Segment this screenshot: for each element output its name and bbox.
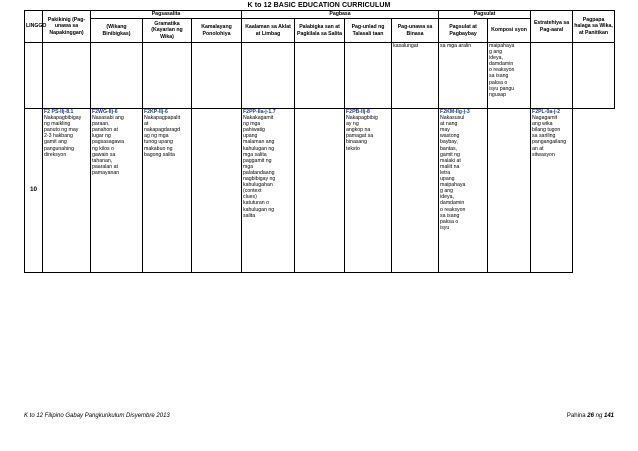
cell-palabigkasan (242, 109, 295, 273)
competency-code: F2 PS-IIj-8.1 (44, 109, 74, 115)
footer-page-number (567, 413, 614, 419)
cell-ponolohiya (192, 43, 242, 109)
header-wikang-binibigkas: (Wikang Binibigkas) (91, 19, 143, 43)
competency-text: Nasasabi ang paraan, panahon at lugar ng pagsasagawa ng kilos o gawain sa tahanan, paaralan at pamayanan (92, 115, 125, 176)
competency-code: F2KP-IIj-6 (144, 109, 168, 115)
header-pag-unawa: Pag-unawa sa Binasa (392, 19, 439, 43)
header-palabigkasan: Palabigka san at Pagkilala sa Salita (295, 19, 345, 43)
cell-komposisyon (439, 109, 488, 273)
cell-estratehiya (488, 109, 531, 273)
document-title: K to 12 BASIC EDUCATION CURRICULUM (247, 2, 391, 9)
header-gramatika: Gramatika (Kayarian ng Wika) (143, 19, 192, 43)
cell-aklat (242, 43, 295, 109)
cell-talasalitaan (345, 43, 392, 109)
page-total: 141 (603, 413, 614, 419)
competency-code: F2WG-IIj-6 (92, 109, 118, 115)
cell-talasalitaan (295, 109, 345, 273)
cell-pagpapahalaga (531, 109, 573, 273)
header-kaalaman-aklat: Kaalaman sa Aklat at Limbag (242, 19, 295, 43)
cell-pagsulat (439, 43, 488, 109)
cell-palabigkasan (295, 43, 345, 109)
header-pagsulat: Pagsulat (439, 11, 531, 19)
header-pagpapahalaga: Pagpapa halaga sa Wika, at Panitikan (573, 11, 615, 43)
cell-wikang (91, 109, 143, 273)
header-kamalayang-ponolohiya: Kamalayang Ponolohiya (192, 19, 242, 43)
cell-ponolohiya (192, 109, 242, 273)
page-mid: ng (593, 413, 604, 419)
cell-pagsulat (392, 109, 439, 273)
header-komposisyon: Komposi syon (488, 19, 531, 43)
cell-pakikinig (43, 43, 91, 109)
competency-code: F2KM-IIg-j-3 (440, 109, 470, 115)
footer-document-name: K to 12 Filipino Gabay Pangkurikulum Disyembre 2013 (24, 413, 170, 419)
page-current: 26 (587, 413, 594, 419)
header-estratehiya: Estratehiya sa Pag-aaral (531, 11, 573, 43)
header-pagsasalita: Pagsasalita (91, 11, 242, 19)
header-pakikinig: Pakikinig (Pag-unawa sa Napakinggan) (43, 11, 91, 43)
header-row-columns (25, 19, 615, 43)
cell-text: sa mga aralin (440, 43, 472, 49)
page-prefix: Pahina (566, 413, 588, 419)
cell-pagunawa (392, 43, 439, 109)
competency-text: Nakapagbibigay ng maikling panuto ng may 2-3 hakbang gamit ang pangunahing direksyon (44, 115, 82, 158)
curriculum-table (24, 10, 615, 273)
cell-pagpapahalaga (573, 43, 615, 109)
competency-text: Nakapagbibig ay ng angkop na pamagat sa binasang teksto (346, 115, 378, 152)
competency-text: Nakakagamit ng mga pahiwatig upang malaman ang kahulugan ng mga salita paggamit ng mga palatandaang nagbibigay ng kahulugahan (context clues) katuturan o kahulugan ng salita (243, 115, 276, 219)
competency-code: F2PB-IIj-8 (346, 109, 370, 115)
cell-week-continued (25, 43, 43, 109)
cell-week: 10 (25, 109, 43, 273)
cell-komposisyon (488, 43, 531, 109)
header-pagsulat-pagbaybay: Pagsulat at Pagbaybay (439, 19, 488, 43)
cell-text: kasalungat (393, 43, 419, 49)
header-row-groups (25, 11, 615, 19)
table-row (25, 43, 615, 109)
competency-text: Nakasusul at nang may wastong baybay, bantas, gamit ng malaki at maliit na letra upang maipahaya g ang ideya, damdamin o reaksyon sa isang paksa o isyu (440, 115, 466, 231)
table-row (25, 109, 615, 273)
cell-wikang (91, 43, 143, 109)
cell-gramatika (143, 109, 192, 273)
competency-text: Nakapagpapalit at nakapagdaragd ag ng mga tunog upang makabuo ng bagong salita (144, 115, 181, 158)
cell-gramatika (143, 43, 192, 109)
header-pagbasa: Pagbasa (242, 11, 439, 19)
cell-pagunawa (345, 109, 392, 273)
cell-pakikinig (43, 109, 91, 273)
cell-text: maipahaya g ang ideya, damdamin o reaksyon sa isang paksa o isyu pangu ngusap (489, 43, 515, 98)
cell-estratehiya (531, 43, 573, 109)
competency-code: F2PP-IIa-j-1.7 (243, 109, 276, 115)
header-talasalitaan: Pag-unlad ng Talasali taan (345, 19, 392, 43)
competency-text: Nagagamit ang wika bilang tugon sa sariling pangangailang an at sitwasyon (532, 115, 567, 158)
competency-code: F2PL-0a-j-2 (532, 109, 561, 115)
header-linggo: LINGGO (25, 11, 43, 43)
